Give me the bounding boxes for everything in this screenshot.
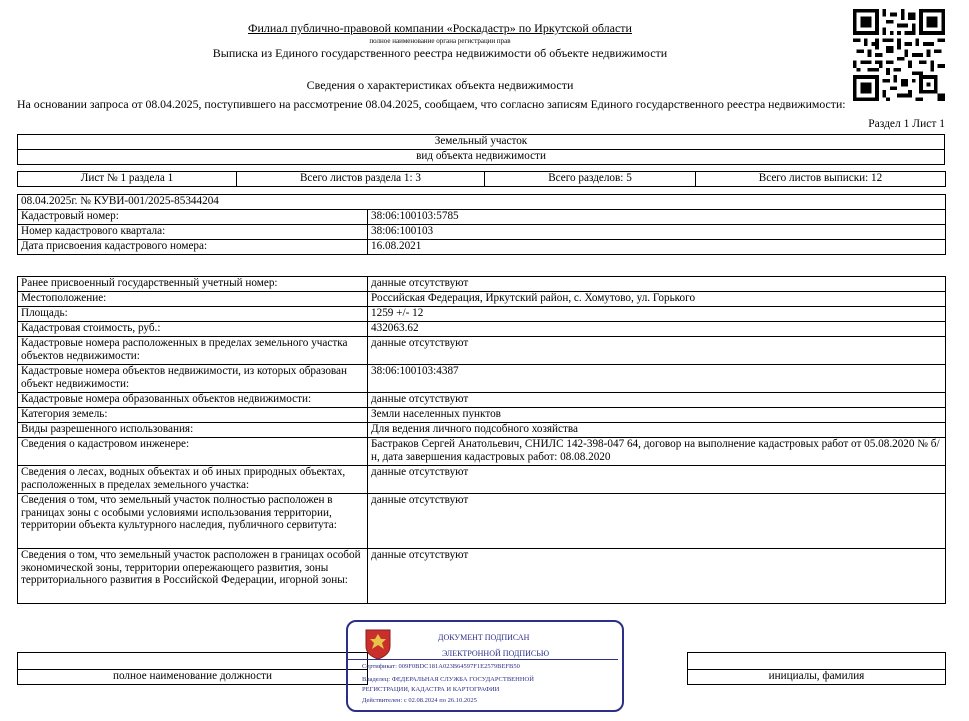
stamp-owner2: РЕГИСТРАЦИИ, КАДАСТРА И КАРТОГРАФИИ xyxy=(362,686,500,693)
e-signature-stamp xyxy=(346,620,624,712)
extract-number: 08.04.2025г. № КУВИ-001/2025-85344204 xyxy=(18,195,946,210)
detail-value: данные отсутствуют xyxy=(368,393,946,408)
detail-label: Местоположение: xyxy=(18,292,368,307)
detail-value: 432063.62 xyxy=(368,322,946,337)
rosreestr-emblem-icon xyxy=(364,628,392,660)
row-label: Номер кадастрового квартала: xyxy=(18,225,368,240)
basis-text: На основании запроса от 08.04.2025, поступившего на рассмотрение 08.04.2025, сообщаем, что согласно записям Единого государственного реестра недвижимости: xyxy=(17,97,846,111)
detail-label: Категория земель: xyxy=(18,408,368,423)
detail-label: Кадастровая стоимость, руб.: xyxy=(18,322,368,337)
details-table xyxy=(17,276,946,604)
detail-label: Сведения о том, что земельный участок полностью расположен в границах зоны с особыми условиями использования территории, территории объекта культурного наследия, публичного сервитута: xyxy=(18,494,368,549)
detail-value: 1259 +/- 12 xyxy=(368,307,946,322)
detail-value: Земли населенных пунктов xyxy=(368,408,946,423)
detail-value: данные отсутствуют xyxy=(368,337,946,365)
razdel-label: Раздел 1 Лист 1 xyxy=(868,118,945,130)
detail-label: Сведения о том, что земельный участок расположен в границах особой экономической зоны, территории опережающего развития, зоны территориального развития в Российской Федерации, игорной зоны: xyxy=(18,549,368,604)
detail-value: данные отсутствуют xyxy=(368,494,946,549)
detail-label: Площадь: xyxy=(18,307,368,322)
detail-label: Виды разрешенного использования: xyxy=(18,423,368,438)
sheets-table xyxy=(17,171,946,187)
detail-value: Российская Федерация, Иркутский район, с. Хомутово, ул. Горького xyxy=(368,292,946,307)
detail-value: данные отсутствуют xyxy=(368,277,946,292)
detail-label: Сведения о кадастровом инженере: xyxy=(18,438,368,466)
stamp-owner1: Владелец: ФЕДЕРАЛЬНАЯ СЛУЖБА ГОСУДАРСТВЕННОЙ xyxy=(362,676,534,683)
object-type-caption: вид объекта недвижимости xyxy=(18,150,945,165)
stamp-valid: Действителен: с 02.08.2024 по 26.10.2025 xyxy=(362,697,477,704)
cadastral-quarter: 38:06:100103 xyxy=(368,225,946,240)
total-sheets: Всего листов выписки: 12 xyxy=(696,172,946,187)
detail-label: Кадастровые номера объектов недвижимости, из которых образован объект недвижимости: xyxy=(18,365,368,393)
org-name: Филиал публично-правовой компании «Роскадастр» по Иркутской области xyxy=(248,21,632,35)
object-type: Земельный участок xyxy=(18,135,945,150)
position-caption: полное наименование должности xyxy=(18,670,368,685)
row-label: Кадастровый номер: xyxy=(18,210,368,225)
object-type-table xyxy=(17,134,945,165)
org-caption: полное наименование органа регистрации прав xyxy=(369,37,511,45)
stamp-cert: Сертификат: 009F0BDC181A023B64597F1E2579BEFB50 xyxy=(362,663,520,670)
row-label: Дата присвоения кадастрового номера: xyxy=(18,240,368,255)
stamp-line1: ДОКУМЕНТ ПОДПИСАН xyxy=(438,633,530,642)
assignment-date: 16.08.2021 xyxy=(368,240,946,255)
section-title: Сведения о характеристиках объекта недвижимости xyxy=(306,78,574,92)
total-sections: Всего разделов: 5 xyxy=(485,172,696,187)
name-caption: инициалы, фамилия xyxy=(688,670,946,685)
id-table xyxy=(17,194,946,255)
total-sheets-section: Всего листов раздела 1: 3 xyxy=(237,172,485,187)
detail-value: Бастраков Сергей Анатольевич, СНИЛС 142-398-047 64, договор на выполнение кадастровых работ от 05.08.2020 № б/н, дата завершения кадастровых работ: 08.08.2020 xyxy=(368,438,946,466)
qr-code-icon xyxy=(853,9,945,101)
detail-value: данные отсутствуют xyxy=(368,549,946,604)
detail-label: Кадастровые номера расположенных в пределах земельного участка объектов недвижимости: xyxy=(18,337,368,365)
doc-title: Выписка из Единого государственного реестра недвижимости об объекте недвижимости xyxy=(212,46,668,60)
detail-label: Кадастровые номера образованных объектов недвижимости: xyxy=(18,393,368,408)
cadastral-number: 38:06:100103:5785 xyxy=(368,210,946,225)
detail-label: Сведения о лесах, водных объектах и об иных природных объектах, расположенных в пределах земельного участка: xyxy=(18,466,368,494)
detail-value: Для ведения личного подсобного хозяйства xyxy=(368,423,946,438)
stamp-line2: ЭЛЕКТРОННОЙ ПОДПИСЬЮ xyxy=(442,649,550,658)
sheet-number: Лист № 1 раздела 1 xyxy=(18,172,237,187)
detail-value: 38:06:100103:4387 xyxy=(368,365,946,393)
detail-value: данные отсутствуют xyxy=(368,466,946,494)
detail-label: Ранее присвоенный государственный учетный номер: xyxy=(18,277,368,292)
